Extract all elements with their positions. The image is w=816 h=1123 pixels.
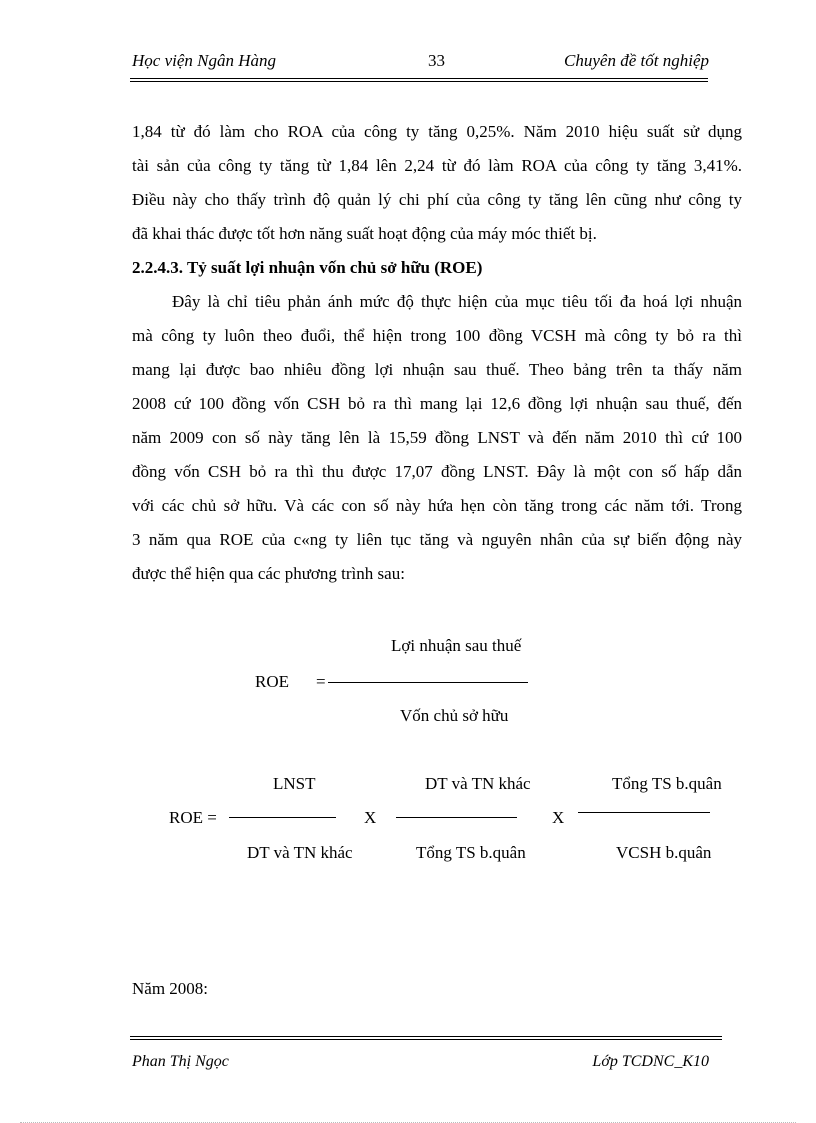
- formula2-fraction-bar-3: [578, 812, 710, 813]
- paragraph-line: 1,84 từ đó làm cho ROA của công ty tăng 0,25%. Năm 2010 hiệu suất sử dụng: [132, 122, 742, 141]
- formula2-lhs: ROE =: [169, 808, 217, 827]
- formula2-times-1: X: [364, 808, 377, 827]
- paragraph-line: Điều này cho thấy trình độ quản lý chi phí của công ty tăng lên cũng như công ty: [132, 190, 742, 209]
- footer-author: Phan Thị Ngọc: [132, 1053, 229, 1070]
- header-institution: Học viện Ngân Hàng: [132, 51, 277, 70]
- paragraph-line: mang lại được bao nhiêu đồng lợi nhuận sau thuế. Theo bảng trên ta thấy năm: [132, 360, 742, 379]
- paragraph-line: với các chủ sở hữu. Và các con số này hứa hẹn còn tăng trong các năm tới. Trong: [132, 496, 742, 515]
- paragraph-line: đồng vốn CSH bỏ ra thì thu được 17,07 đồng LNST. Đây là một con số hấp dẫn: [132, 462, 742, 481]
- page-number: 33: [428, 51, 445, 70]
- formula2-numerator-1: LNST: [273, 774, 316, 793]
- paragraph-line: Đây là chỉ tiêu phản ánh mức độ thực hiện của mục tiêu tối đa hoá lợi nhuận: [172, 292, 742, 311]
- body-text: [132, 115, 742, 591]
- header-document-type: Chuyên đề tốt nghiệp: [564, 51, 709, 70]
- paragraph-line: đã khai thác được tốt hơn năng suất hoạt động của máy móc thiết bị.: [132, 224, 597, 243]
- formula1-denominator: Vốn chủ sở hữu: [400, 706, 509, 725]
- paragraph-line: được thể hiện qua các phương trình sau:: [132, 564, 405, 583]
- footer-rule: [130, 1036, 722, 1040]
- footer-class: Lớp TCDNC_K10: [592, 1053, 709, 1070]
- formula2-fraction-bar-1: [229, 817, 336, 818]
- formula2-fraction-bar-2: [396, 817, 517, 818]
- formula2-denominator-3: VCSH b.quân: [616, 843, 712, 862]
- formula2-denominator-1: DT và TN khác: [247, 843, 353, 862]
- paragraph-line: 3 năm qua ROE của c«ng ty liên tục tăng và nguyên nhân của sự biến động này: [132, 530, 742, 549]
- paragraph-line: tài sản của công ty tăng từ 1,84 lên 2,24 từ đó làm ROA của công ty tăng 3,41%.: [132, 156, 742, 175]
- formula2-numerator-3: Tổng TS b.quân: [612, 774, 722, 793]
- year-label: Năm 2008:: [132, 979, 209, 998]
- paragraph-line: năm 2009 con số này tăng lên là 15,59 đồng LNST và đến năm 2010 thì cứ 100: [132, 428, 742, 447]
- formula1-numerator: Lợi nhuận sau thuế: [391, 636, 522, 655]
- formula2-numerator-2: DT và TN khác: [425, 774, 531, 793]
- paragraph-line: 2008 cứ 100 đồng vốn CSH bỏ ra thì mang lại 12,6 đồng lợi nhuận sau thuế, đến: [132, 394, 742, 413]
- formula1-fraction-bar: [328, 682, 528, 683]
- header-rule: [130, 78, 708, 82]
- formula2-times-2: X: [552, 808, 565, 827]
- formula1-equals: =: [316, 672, 326, 691]
- paragraph-line: mà công ty luôn theo đuổi, thể hiện trong 100 đồng VCSH mà công ty bỏ ra thì: [132, 326, 742, 345]
- section-heading: 2.2.4.3. Tỷ suất lợi nhuận vốn chủ sở hữu (ROE): [132, 258, 483, 277]
- formula1-lhs: ROE: [255, 672, 289, 691]
- formula2-denominator-2: Tổng TS b.quân: [416, 843, 526, 862]
